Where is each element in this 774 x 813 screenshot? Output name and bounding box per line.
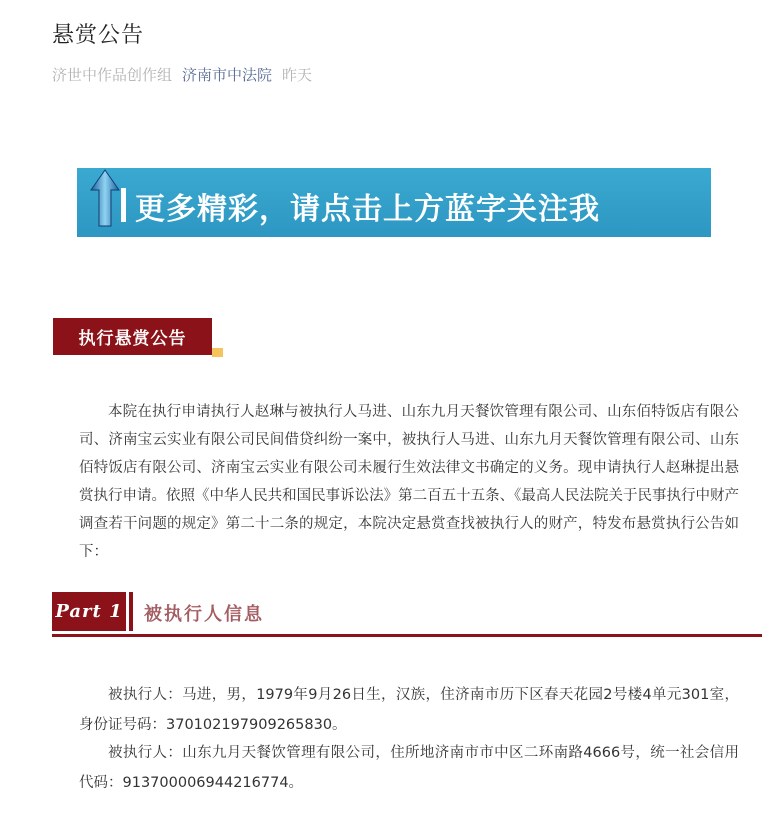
article-author: 济世中作品创作组 [52, 66, 173, 84]
follow-banner[interactable] [77, 168, 711, 237]
up-arrow-icon [90, 168, 120, 228]
intro-paragraph: 本院在执行申请执行人赵琳与被执行人马进、山东九月天餐饮管理有限公司、山东佰特饭店有限公司、济南宝云实业有限公司民间借贷纠纷一案中，被执行人马进、山东九月天餐饮管理有限公司、山东佰特饭店有限公司、济南宝云实业有限公司未履行生效法律文书确定的义务。现申请执行人赵琳提出悬赏执行申请。依照《中华人民共和国民事诉讼法》第二百五十五条、《最高人民法院关于民事执行中财产调查若干问题的规定》第二十二条的规定，本院决定悬赏查找被执行人的财产，特发布悬赏执行公告如下： [79, 404, 739, 560]
banner-divider [121, 188, 126, 222]
part-1-header [52, 592, 762, 640]
part-1-rule [52, 634, 762, 637]
article-title: 悬赏公告 [52, 23, 145, 48]
account-name-link[interactable]: 济南市中法院 [182, 66, 273, 84]
section-heading-reward-notice: 执行悬赏公告 [53, 318, 212, 355]
part-1-label: Part 1 [52, 592, 126, 631]
part-1-bar [129, 592, 133, 631]
banner-text: 更多精彩，请点击上方蓝字关注我 [135, 192, 600, 227]
part-1-title: 被执行人信息 [144, 604, 264, 625]
publish-date: 昨天 [282, 66, 313, 84]
debtor-info-paragraph: 被执行人：山东九月天餐饮管理有限公司，住所地济南市市中区二环南路4666号，统一社会信用代码：913700006944216774。 [79, 745, 739, 791]
debtor-info-paragraph: 被执行人：马进，男，1979年9月26日生，汉族，住济南市历下区春天花园2号楼4单元301室，身份证号码：370102197909265830。 [79, 687, 739, 733]
section-heading-accent [212, 348, 223, 357]
article-meta [52, 64, 312, 85]
